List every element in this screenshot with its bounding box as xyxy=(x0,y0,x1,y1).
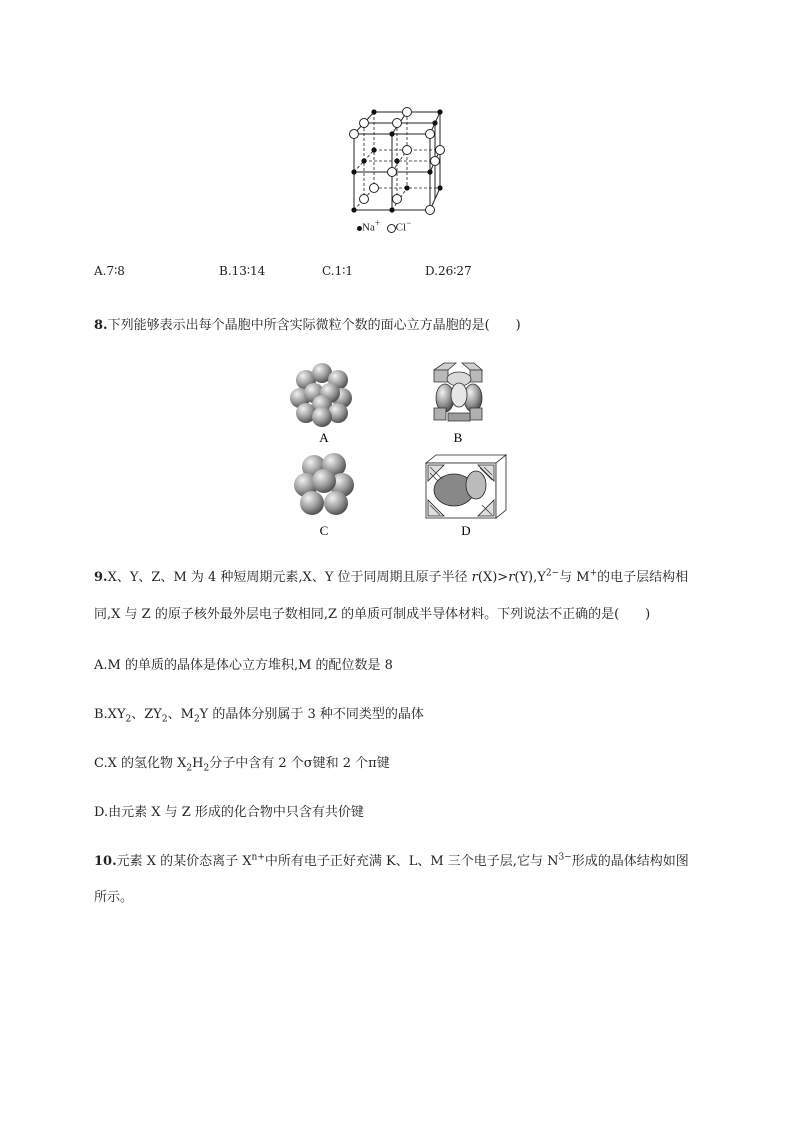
q10-number: 10. xyxy=(94,854,117,869)
figure-label-c: C xyxy=(319,523,329,538)
q7-option-b: B.13∶14 xyxy=(219,264,266,278)
q9-option-d: D.由元素 X 与 Z 形成的化合物中只含有共价键 xyxy=(94,805,364,820)
q9-option-a: A.M 的单质的晶体是体心立方堆积,M 的配位数是 8 xyxy=(94,658,393,673)
na-label: Na xyxy=(362,221,375,234)
q7-option-c: C.1∶1 xyxy=(322,264,353,278)
q9-line-1: 9.X、Y、Z、M 为 4 种短周期元素,X、Y 位于同周期且原子半径 $r(X)>r(Y),Y^{2-}$与 M+的电子层结构相 xyxy=(94,568,689,585)
q8-question xyxy=(94,314,521,333)
nacl-crystal-figure xyxy=(340,100,450,235)
q8-text: 下列能够表示出每个晶胞中所含实际微粒个数的面心立方晶胞的是( ) xyxy=(107,318,521,333)
q10-line-1: 10.元素 X 的某价态离子 $X^{n+}$中所有电子正好充满 K、L、M 三个电子层,它与 $N^{3-}$形成的晶体结构如图 xyxy=(94,852,689,869)
figure-label-b: B xyxy=(453,430,463,445)
figure-label-d: D xyxy=(461,523,471,538)
figure-a-sphere-cluster xyxy=(290,363,352,427)
q10-line-2: 所示。 xyxy=(94,890,134,905)
cl-circle-icon xyxy=(387,224,396,233)
q8-crystal-figures xyxy=(284,355,524,540)
figure-c-sphere-group xyxy=(294,453,354,515)
q9-line-2: 同,X 与 Z 的原子核外最外层电子数相同,Z 的单质可制成半导体材料。下列说法不正确的是( ) xyxy=(94,607,651,622)
figure-b-cut-cube xyxy=(434,363,482,421)
nacl-legend: Na+ Cl− xyxy=(357,218,411,234)
q9-option-b: $B.XY_2$、$ZY_2$、$M_2Y$ 的晶体分别属于 3 种不同类型的晶体 xyxy=(94,707,424,725)
figure-d-hatched-cube xyxy=(426,455,506,518)
q9-option-c: C.X 的氢化物 $X_2H_2$分子中含有 2 个σ键和 2 个π键 xyxy=(94,756,390,774)
figure-label-a: A xyxy=(319,430,329,445)
q7-option-d: D.26∶27 xyxy=(425,264,472,278)
q9-number: 9. xyxy=(94,570,108,585)
nacl-lattice-diagram xyxy=(340,100,450,235)
q8-number: 8. xyxy=(94,318,108,333)
cl-label: Cl xyxy=(395,221,407,234)
q7-option-a: A.7∶8 xyxy=(94,264,125,278)
